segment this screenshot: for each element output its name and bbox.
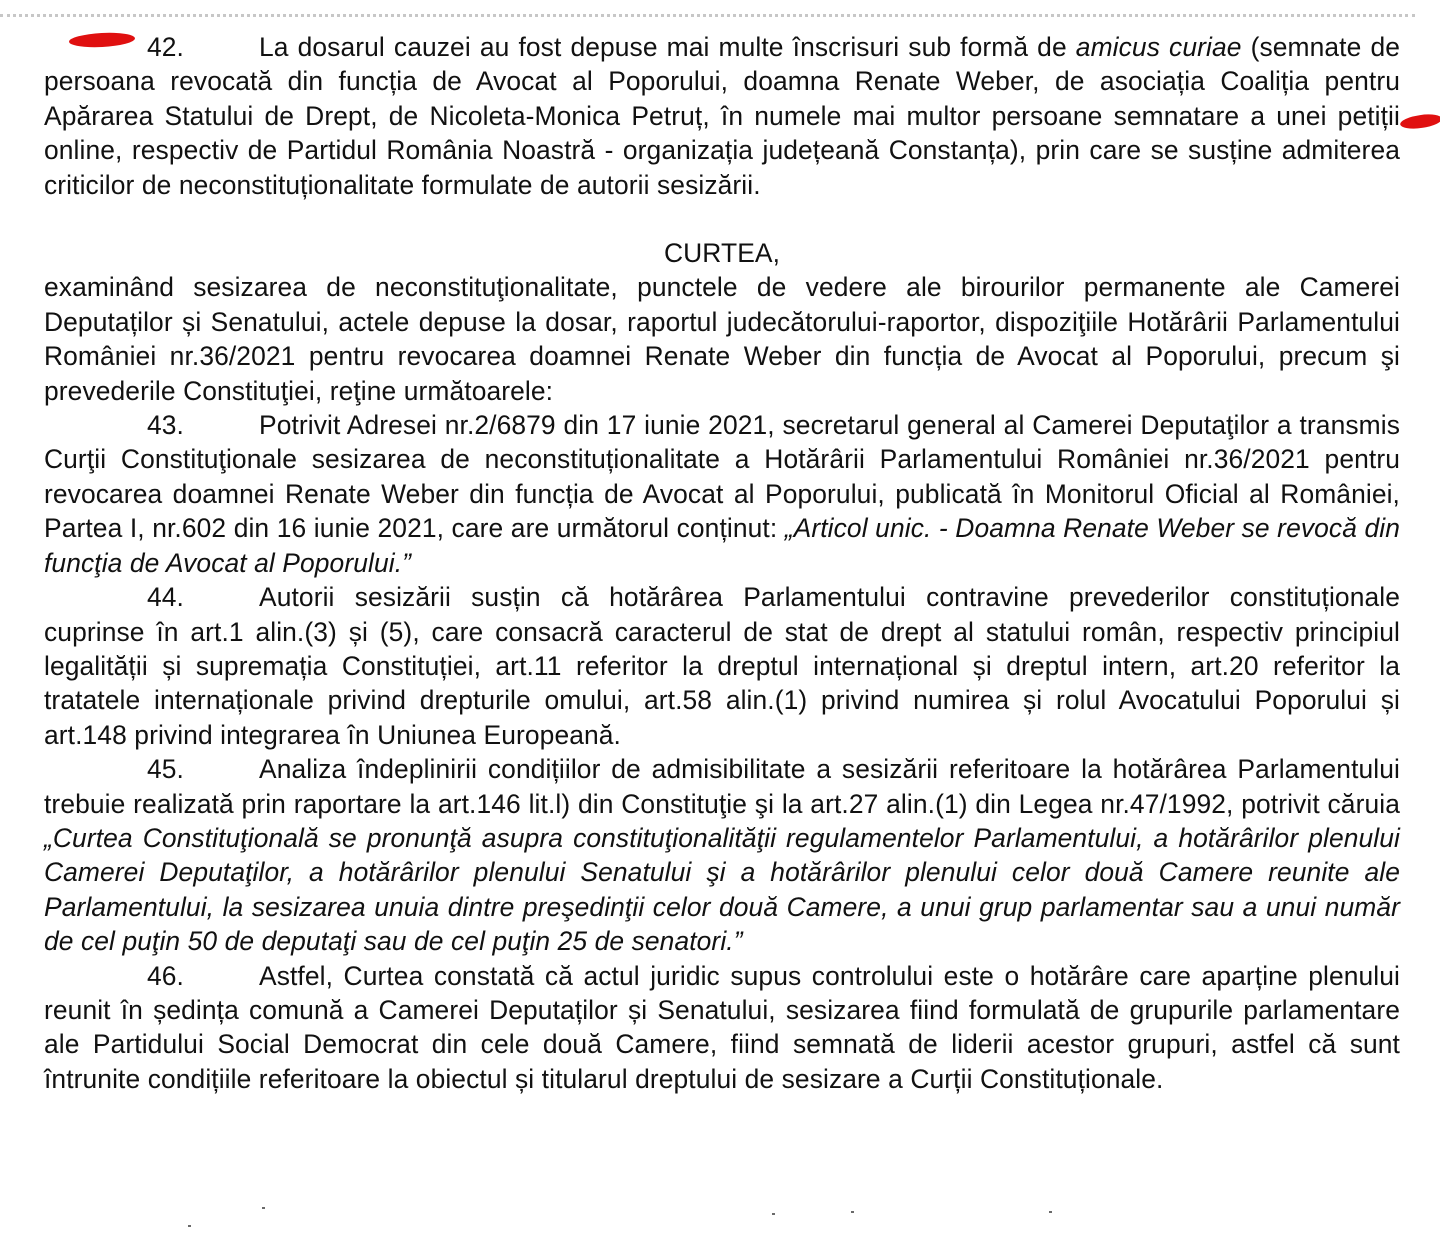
scan-speck	[1049, 1211, 1052, 1213]
scan-bottom-artifacts	[0, 1205, 1440, 1243]
scan-speck	[188, 1225, 191, 1227]
paragraph-text: Analiza îndeplinirii condițiilor de admisibilitate a sesizării referitoare la hotărârea Parlamentului trebuie realizată prin raportare la art.146 lit.l) din Constituţie şi la art.27 alin.(1) din Legea nr.47/1992, potrivit căruia	[44, 754, 1400, 819]
paragraph-44	[44, 580, 1400, 752]
paragraph-text: La dosarul cauzei au fost depuse mai multe înscrisuri sub formă de	[259, 32, 1076, 62]
intro-paragraph: examinând sesizarea de neconstituţionalitate, punctele de vedere ale birourilor permanente ale Camerei Deputaților și Senatului, actele depuse la dosar, raportul judecătorului-raportor, dispoziţiile Hotărârii Parlamentului României nr.36/2021 pentru revocarea doamnei Renate Weber din funcția de Avocat al Poporului, precum şi prevederile Constituţiei, reţine următoarele:	[44, 272, 1400, 406]
scan-top-edge	[0, 0, 1415, 17]
red-marker-stroke-right	[1399, 112, 1440, 131]
paragraph-43	[44, 408, 1400, 580]
paragraph-42	[44, 30, 1400, 202]
paragraph-text: Autorii sesizării susțin că hotărârea Parlamentului contravine prevederilor constituționale cuprinse în art.1 alin.(3) și (5), care consacră caracterul de stat de drept al statului român, respectiv principiul legalității și supremația Constituției, art.11 referitor la dreptul internațional și dreptul intern, art.20 referitor la tratatele internaționale privind drepturile omului, art.58 alin.(1) privind numirea și rolul Avocatului Poporului și art.148 privind integrarea în Uniunea Europeană.	[44, 582, 1400, 750]
paragraph-text: Astfel, Curtea constată că actul juridic supus controlului este o hotărâre care aparține plenului reunit în ședința comună a Camerei Deputaților și Senatului, sesizarea fiind formulată de grupurile parlamentare ale Partidului Social Democrat din cele două Camere, fiind semnată de liderii acestor grupuri, astfel că sunt întrunite condițiile referitoare la obiectul și titularul dreptului de sesizare a Curții Constituționale.	[44, 960, 1400, 1094]
scan-speck	[851, 1211, 854, 1213]
paragraph-text-continued: (semnate de persoana revocată din funcția de Avocat al Poporului, doamna Renate Weber, de asociația Coaliția pentru Apărarea Statului de Drept, de Nicoleta-Monica Petruț, în numele mai multor persoane semnatare a unei petiții online, respectiv de Partidul România Noastră - organizația județeană Constanța), prin care se susține admiterea criticilor de neconstituționalitate formulate de autorii sesizării.	[44, 32, 1400, 200]
paragraph-45	[44, 752, 1400, 958]
paragraph-italic-text: amicus curiae	[1075, 32, 1242, 62]
paragraph-text: Potrivit Adresei nr.2/6879 din 17 iunie 2021, secretarul general al Camerei Deputaţilor a transmis Curţii Constituţionale sesizarea de neconstituționalitate a Hotărârii Parlamentului României nr.36/2021 pentru revocarea doamnei Renate Weber din funcția de Avocat al Poporului, publicată în Monitorul Oficial al României, Partea I, nr.602 din 16 iunie 2021, care are următorul conținut:	[44, 410, 1400, 544]
paragraph-italic-quote: „Curtea Constituţională se pronunţă asupra constituţionalităţii regulamentelor Parlamentului, a hotărârilor plenului Camerei Deputaţilor, a hotărârilor plenului Senatului şi a hotărârilor plenului celor două Camere reunite ale Parlamentului, la sesizarea unuia dintre preşedinţii celor două Camere, a unui grup parlamentar sau a unui număr de cel puţin 50 de deputaţi sau de cel puţin 25 de senatori.”	[44, 822, 1400, 957]
paragraph-italic-quote: „Articol unic. - Doamna Renate Weber se revocă din funcţia de Avocat al Poporului.”	[44, 513, 1401, 578]
document-body	[44, 30, 1400, 1096]
paragraph-number: 45.	[147, 754, 184, 785]
paragraph-number: 42.	[147, 32, 184, 62]
paragraph-number: 44.	[147, 582, 184, 613]
scan-speck	[262, 1207, 265, 1209]
paragraph-number: 43.	[147, 410, 184, 441]
paragraph-number: 46.	[147, 960, 184, 991]
paragraph-46	[44, 959, 1400, 1097]
section-heading: CURTEA,	[663, 238, 781, 269]
scan-speck	[772, 1213, 775, 1215]
